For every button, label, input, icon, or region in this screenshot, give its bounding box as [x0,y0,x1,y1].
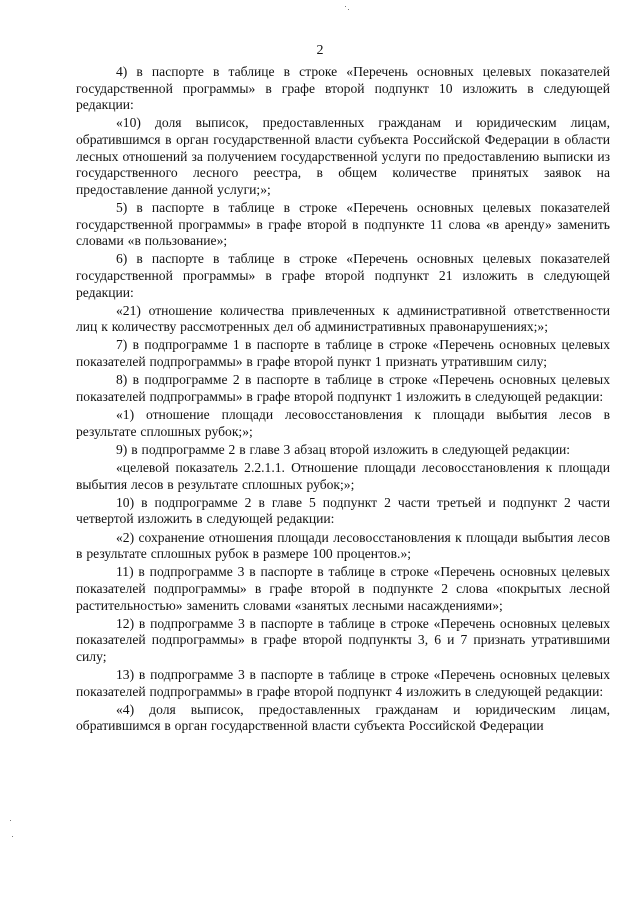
scan-speck [345,6,346,7]
paragraph-item-5: 5) в паспорте в таблице в строке «Перечень основных целевых показателей государственной программы» в графе второй в подпункте 11 слова «в аренду» заменить словами «в пользование»; [76,199,610,249]
paragraph-quote-10: «10) доля выписок, предоставленных гражданам и юридическим лицам, обратившимся в орган государственной власти субъекта Российской Федерации в области лесных отношений за получением государственной услуги по предоставлению выписки из государственного лесного реестра, в общем количестве принятых заявок на предоставление данной услуги;»; [76,115,610,197]
paragraph-item-6: 6) в паспорте в таблице в строке «Перечень основных целевых показателей государственной программы» в графе второй подпункт 21 изложить в следующей редакции: [76,251,610,300]
scan-speck [10,820,11,821]
paragraph-quote-4: «4) доля выписок, предоставленных гражданам и юридическим лицам, обратившимся в орган государственной власти субъекта Российской Федерации [76,701,610,734]
paragraph-item-8: 8) в подпрограмме 2 в паспорте в таблице в строке «Перечень основных целевых показателей подпрограммы» в графе второй подпункт 1 изложить в следующей редакции: [76,372,610,404]
scan-speck [348,9,349,10]
paragraph-item-12: 12) в подпрограмме 3 в паспорте в таблице в строке «Перечень основных целевых показателей подпрограммы» в графе второй подпункты 3, 6 и 7 признать утратившими силу; [76,615,610,664]
paragraph-quote-21: «21) отношение количества привлеченных к административной ответственности лиц к количеству рассмотренных дел об административных правонарушениях;»; [76,302,610,335]
document-body [76,64,610,735]
scan-speck [12,836,13,837]
paragraph-quote-1: «1) отношение площади лесовосстановления к площади выбытия лесов в результате сплошных рубок;»; [76,407,610,439]
paragraph-quote-target: «целевой показатель 2.2.1.1. Отношение площади лесовосстановления к площади выбытия лесов в результате сплошных рубок;»; [76,460,610,492]
paragraph-item-9: 9) в подпрограмме 2 в главе 3 абзац второй изложить в следующей редакции: [116,441,571,457]
paragraph-item-13: 13) в подпрограмме 3 в паспорте в таблице в строке «Перечень основных целевых показателей подпрограммы» в графе второй подпункт 4 изложить в следующей редакции: [76,667,610,699]
paragraph-item-11: 11) в подпрограмме 3 в паспорте в таблице в строке «Перечень основных целевых показателей подпрограммы» в графе второй в подпункте 2 слова «покрытых лесной растительностью» заменить словами «занятых лесными насаждениями»; [76,564,610,613]
paragraph-quote-2: «2) сохранение отношения площади лесовосстановления к площади выбытия лесов в результате сплошных рубок в размере 100 процентов.»; [76,529,610,562]
paragraph-item-4: 4) в паспорте в таблице в строке «Перечень основных целевых показателей государственной программы» в графе второй подпункт 10 изложить в следующей редакции: [76,64,610,113]
paragraph-item-7: 7) в подпрограмме 1 в паспорте в таблице в строке «Перечень основных целевых показателей подпрограммы» в графе второй пункт 1 признать утратившим силу; [76,337,610,370]
page-number: 2 [316,43,324,58]
paragraph-item-10: 10) в подпрограмме 2 в главе 5 подпункт 2 части третьей и подпункт 2 части четвертой изложить в следующей редакции: [76,494,610,527]
